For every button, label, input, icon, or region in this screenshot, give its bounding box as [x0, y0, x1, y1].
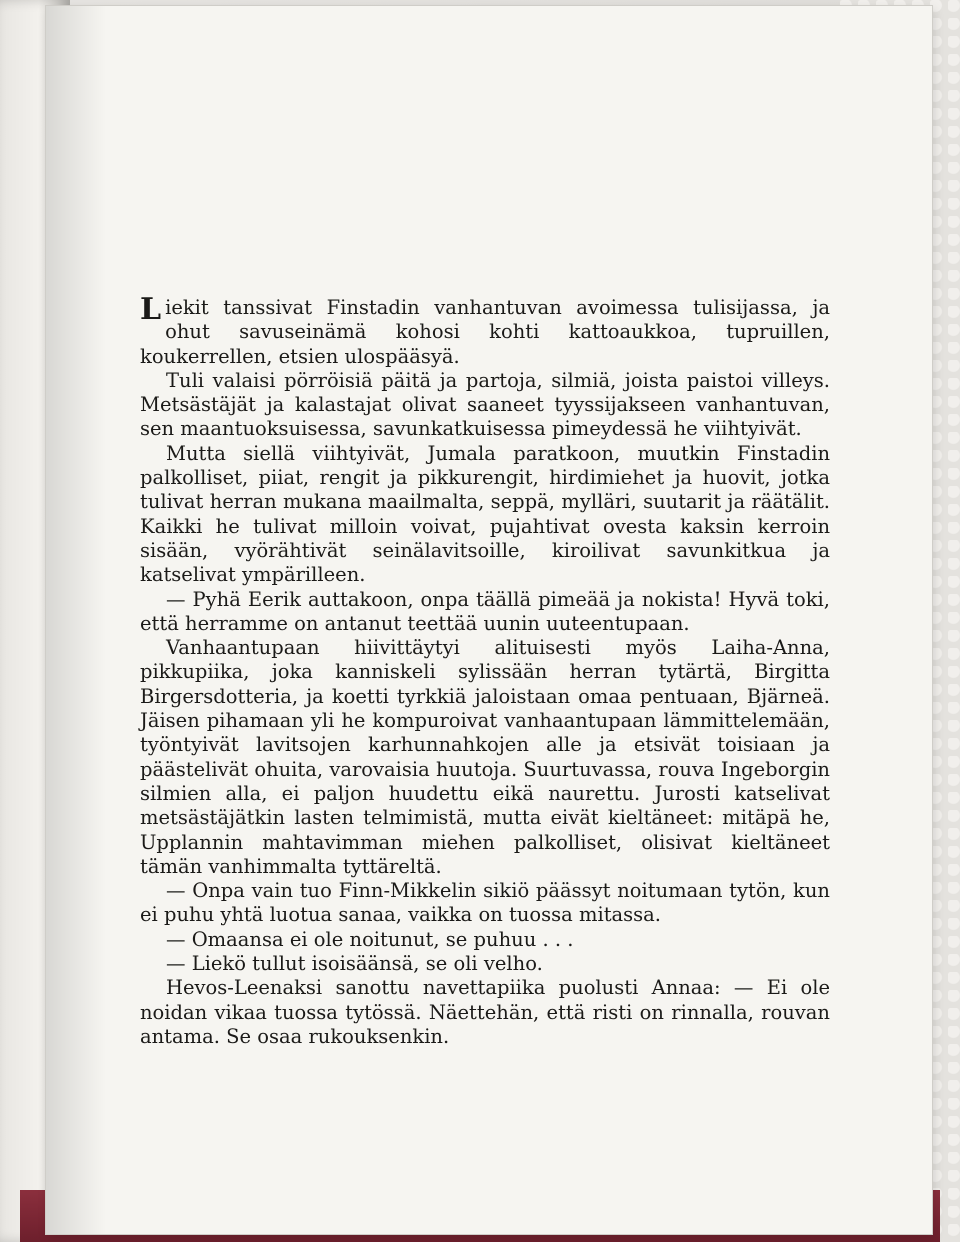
paragraph-4: Vanhaantupaan hiivittäytyi alituisesti myös Laiha-Anna, pikkupiika, joka kanniskeli sylissään herran tytärtä, Birgitta Birgersdotteria, ja koetti tyrkkiä jaloistaan omaa pentuaan, Bjärneä. Jäisen pihamaan yli he kompuroivat vanhaantupaan lämmittelemään, työntyivät lavitsojen karhunnahkojen alle ja etsivät toisiaan ja päästelivät ohuita, varovaisia huutoja. Suurtuvassa, rouva Ingeborgin silmien alla, ei paljon huudettu eikä naurettu. Jurosti katselivat metsästäjätkin lasten telmimistä, mutta eivät kieltäneet: mitäpä he, Upplannin mahtavimman miehen palkolliset, olisivat kieltäneet tämän vanhimmalta tyttäreltä.	[140, 636, 830, 878]
gutter-shadow	[46, 6, 106, 1234]
page-text	[140, 292, 830, 1049]
drop-initial: L	[140, 292, 162, 327]
book-page	[46, 6, 932, 1234]
paragraph-5: Hevos-Leenaksi sanottu navettapiika puolusti Annaa: — Ei ole noidan vikaa tuossa tytössä. Näettehän, että risti on rinnalla, rouvan antama. Se osaa rukouksenkin.	[140, 976, 830, 1048]
paragraph-2: Tuli valaisi pörröisiä päitä ja partoja, silmiä, joista paistoi villeys. Metsästäjät ja kalastajat olivat saaneet tyyssijakseen vanhantuvan, sen maantuoksuisessa, savunkatkuisessa pimeydessä he viihtyivät.	[140, 368, 830, 441]
paragraph-1	[140, 292, 830, 369]
dialogue-line-2: — Onpa vain tuo Finn-Mikkelin sikiö päässyt noitumaan tytön, kun ei puhu yhtä luotua sanaa, vaikka on tuossa mitassa.	[140, 879, 830, 927]
dialogue-line-4: — Liekö tullut isoisäänsä, se oli velho.	[166, 952, 543, 976]
dialogue-line-3: — Omaansa ei ole noitunut, se puhuu . . .	[166, 927, 574, 951]
paragraph-3: Mutta siellä viihtyivät, Jumala paratkoon, muutkin Finstadin palkolliset, piiat, rengit ja pikkurengit, hirdimiehet ja huovit, jotka tulivat herran mukana maailmalta, seppä, mylläri, suutarit ja räätälit. Kaikki he tulivat milloin voivat, pujahtivat ovesta kaksin kerroin sisään, vyörähtivät seinälavitsoille, kiroilivat savunkitkua ja katselivat ympärilleen.	[140, 441, 830, 587]
dialogue-line-1: — Pyhä Eerik auttakoon, onpa täällä pimeää ja nokista! Hyvä toki, että herramme on antanut teettää uunin uuteentupaan.	[140, 587, 830, 635]
paragraph-1-text: iekit tanssivat Finstadin vanhantuvan avoimessa tulisijassa, ja ohut savuseinämä kohosi kohti kattoaukkoa, tupruillen, koukerrellen, etsien ulospääsyä.	[140, 296, 830, 368]
